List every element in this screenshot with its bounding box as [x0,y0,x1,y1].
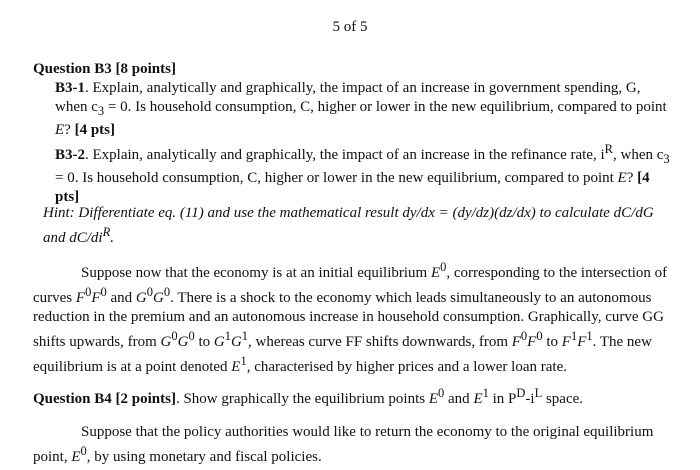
page-number: 5 of 5 [332,19,368,35]
hint-paragraph: Hint: Differentiate eq. (11) and use the mathematical result dy/dx = (dy/dz)(dz/dx) to calculate dC/dG and $dC/di^R$. [43,205,654,246]
scenario-paragraph: Suppose now that the economy is at an initial equilibrium $E^0$, corresponding to the intersection of curves $F^0F^0$ and $G^0G^0$. There is a shock to the economy which leads simultaneously to an autonomous reduction in the premium and an autonomous increase in household consumption. Graphically, curve GG shifts upwards, from $G^0G^0$ to $G^1G^1$, whereas curve FF shifts downwards, from $F^0F^0$ to $F^1F^1$. The new equilibrium is at a point denoted $E^1$, characterised by higher prices and a lower loan rate. [33,260,668,375]
question-b4: Question B4 [2 points]. Show graphically the equilibrium points $E^0$ and $E^1$ in $P^D-i^L$ space. [33,386,584,407]
question-b3 [33,60,673,207]
policy-paragraph: Suppose that the policy authorities would like to return the economy to the original equilibrium point, $E^0$, by using monetary and fiscal policies. [33,424,654,465]
question-b3-1: B3-1. Explain, analytically and graphically, the impact of an increase in government spending, G, when $c_3 = 0$. Is household consumption, C, higher or lower in the new equilibrium, compared to point E? [4 pts] [55,80,667,138]
question-b3-title: Question B3 [8 points] [33,61,176,77]
question-b3-2: B3-2. Explain, analytically and graphically, the impact of an increase in the refinance rate, $i^R$, when $c_3 = 0$. Is household consumption, C, higher or lower in the new equilibrium, compared to point E? [4 pts] [55,142,670,205]
